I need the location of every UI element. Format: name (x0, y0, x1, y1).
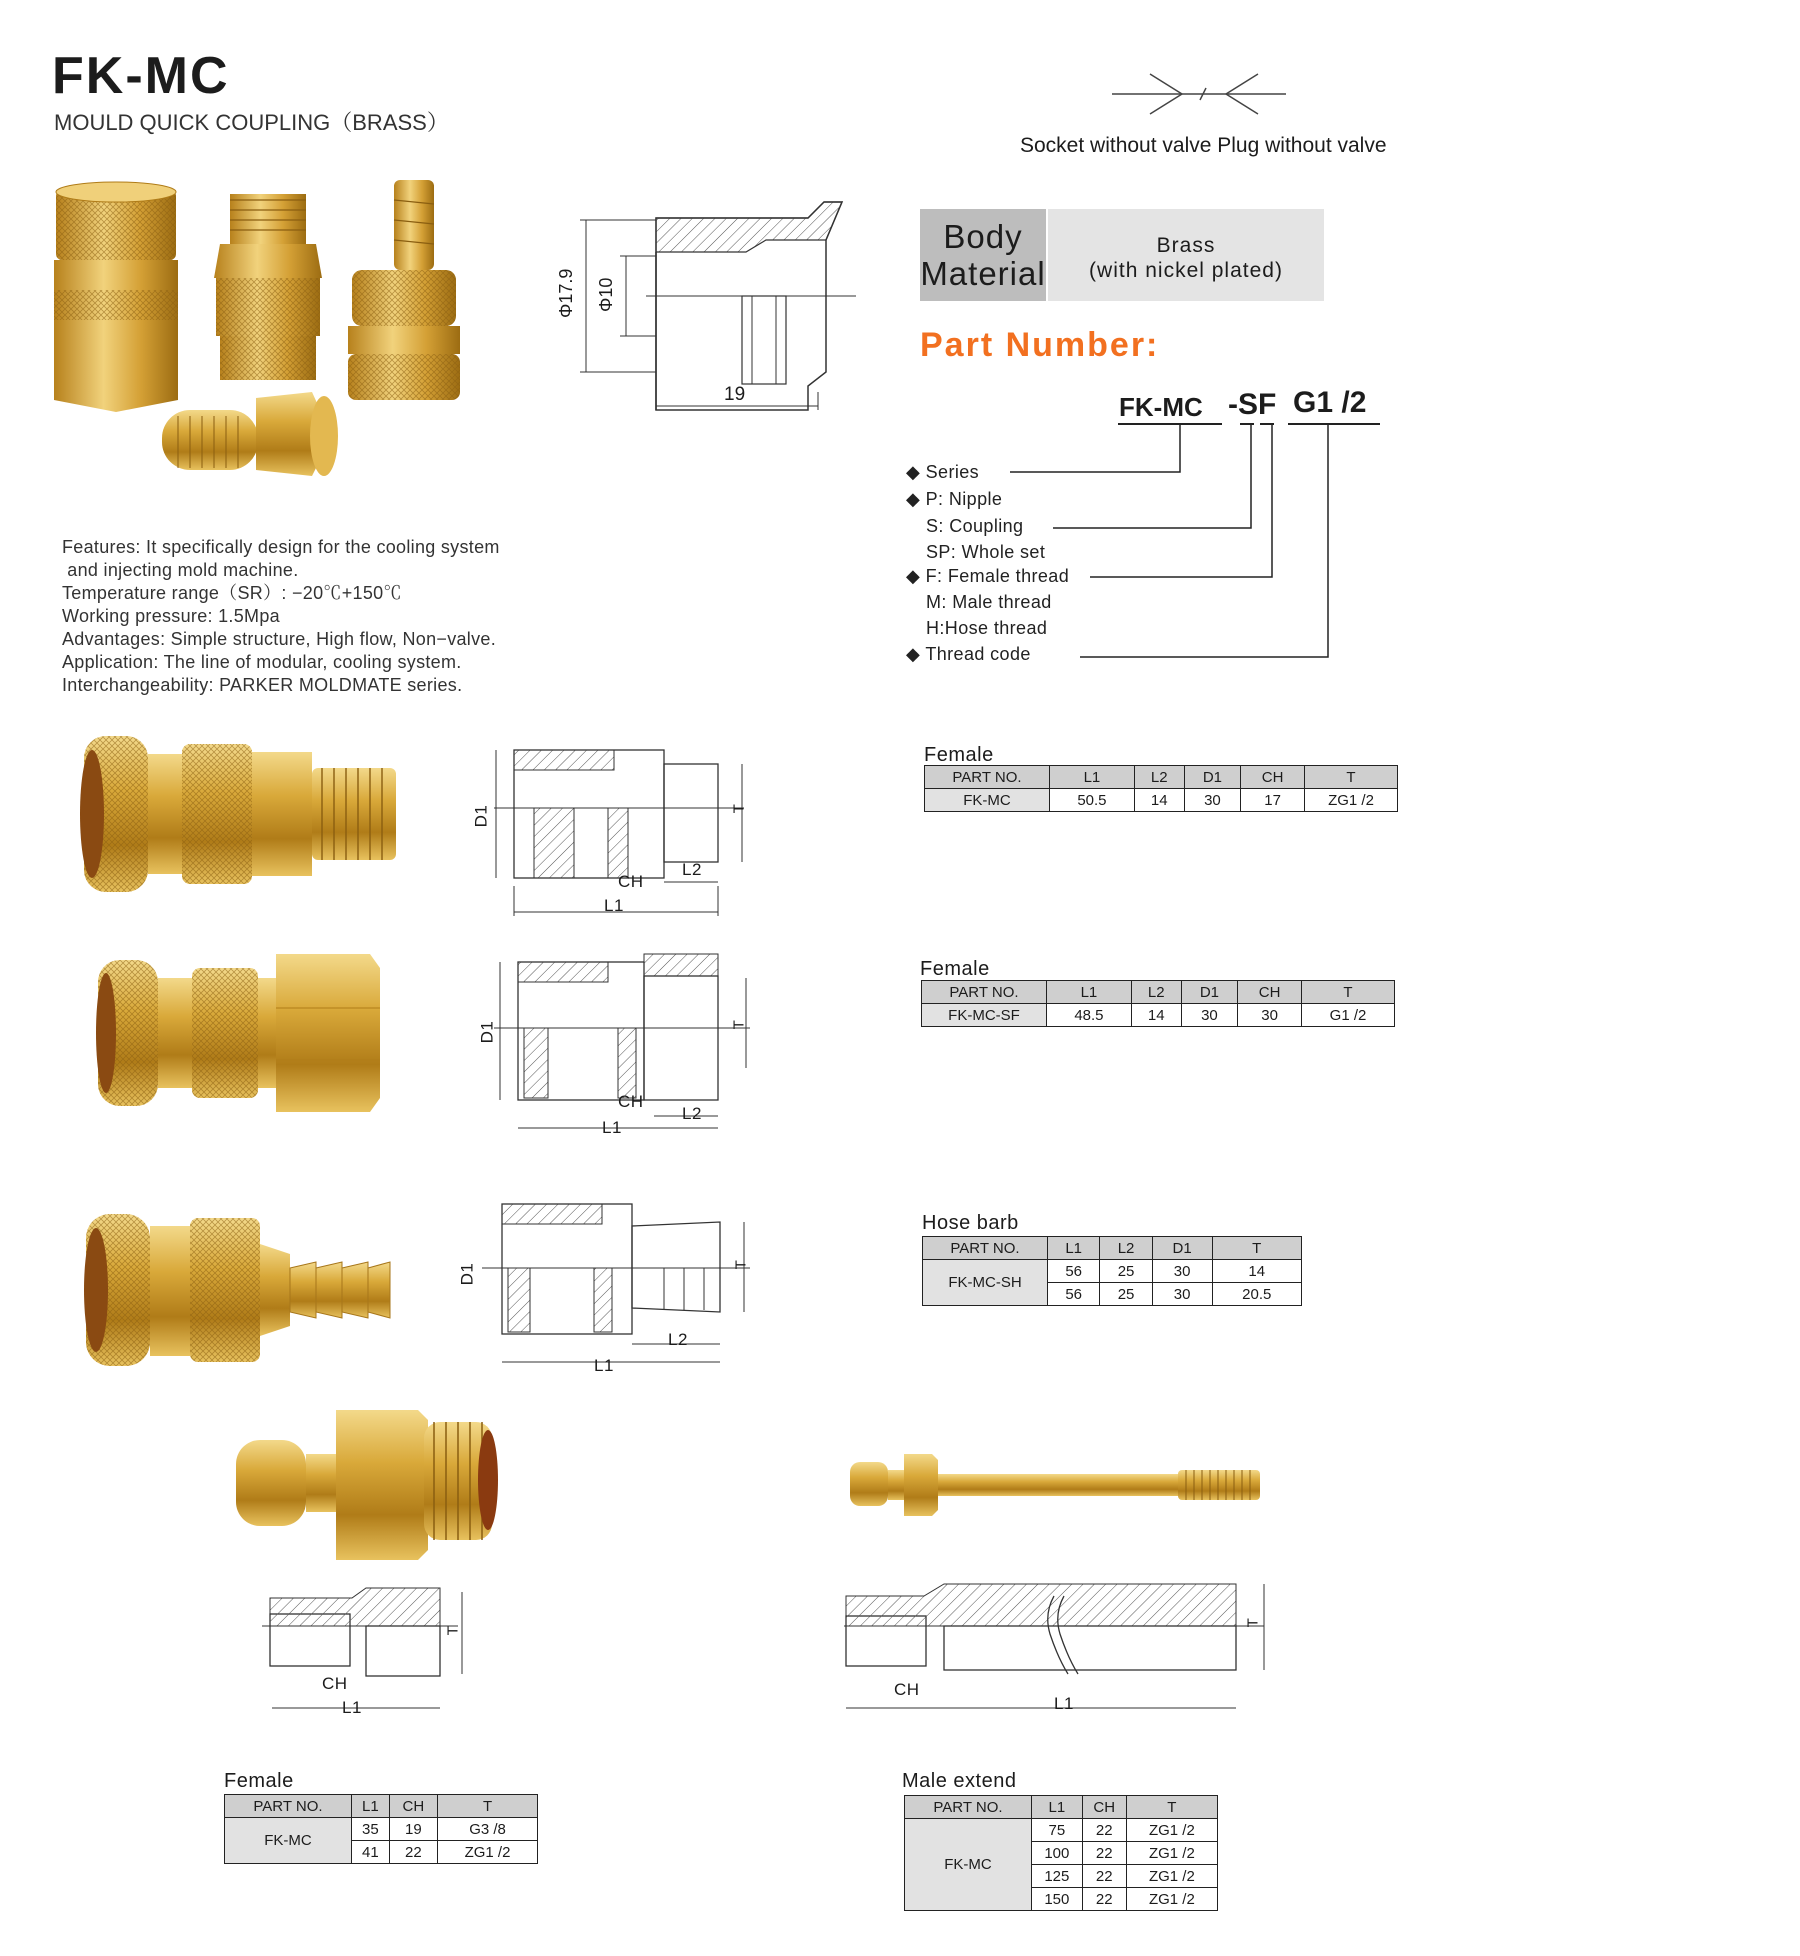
material-label (920, 209, 1046, 301)
legend-bullet-icon: ◆ (906, 566, 926, 586)
material-value (1048, 209, 1324, 301)
dim-ch-label: CH (322, 1674, 348, 1693)
table-cell: FK-MC (225, 1818, 352, 1864)
legend-series: Series (925, 462, 980, 482)
table-cell: FK-MC-SH (923, 1260, 1048, 1306)
legend-nipple: P: Nipple (925, 489, 1003, 509)
table-header: L1 (1047, 981, 1132, 1004)
table-row (925, 789, 1398, 812)
dim-l1-label: L1 (604, 896, 624, 915)
cross-section-drawing (556, 196, 876, 436)
dim-length: 19 (724, 384, 746, 405)
table-cell: 30 (1152, 1283, 1212, 1306)
table-cell: 100 (1032, 1842, 1083, 1865)
table-cell: 150 (1032, 1888, 1083, 1911)
code-series: FK-MC (1119, 392, 1203, 422)
dim-ch-label: CH (894, 1680, 920, 1699)
material-label-line1: Body (943, 218, 1023, 255)
code-type: -SF (1228, 388, 1277, 421)
dim-l1-label: L1 (342, 1698, 362, 1717)
table-cell: FK-MC-SF (922, 1004, 1047, 1027)
code-thread: G1 /2 (1293, 386, 1367, 419)
legend-hose-thread: H:Hose thread (926, 618, 1048, 638)
legend-thread-code: Thread code (925, 644, 1031, 664)
table-header: L1 (1050, 766, 1135, 789)
drawing-nipple (262, 1584, 482, 1724)
table-cell: 56 (1048, 1283, 1100, 1306)
table-cell: 41 (352, 1841, 390, 1864)
dim-l1-label: L1 (1054, 1694, 1074, 1713)
feature-line: Application: The line of modular, cooling system. (62, 652, 462, 672)
table-header: D1 (1152, 1237, 1212, 1260)
table-header: PART NO. (922, 981, 1047, 1004)
table-header: T (1126, 1796, 1217, 1819)
table-cell: 17 (1241, 789, 1305, 812)
features-text (62, 536, 500, 697)
legend-whole-set: SP: Whole set (926, 542, 1046, 562)
valve-symbol-icon (1110, 70, 1290, 120)
table-header: CH (1241, 766, 1305, 789)
table-caption: Male extend (902, 1770, 1017, 1792)
dim-t-label: T (732, 1259, 750, 1270)
feature-line: and injecting mold machine. (62, 560, 299, 580)
table-header: D1 (1184, 766, 1241, 789)
table-cell: 14 (1134, 789, 1184, 812)
table-cell: ZG1 /2 (1126, 1888, 1217, 1911)
dim-l2-label: L2 (682, 860, 702, 879)
table-cell: ZG1 /2 (1305, 789, 1398, 812)
table-header: CH (389, 1795, 437, 1818)
table-header: L1 (1032, 1796, 1083, 1819)
table-cell: 35 (352, 1818, 390, 1841)
table-header: PART NO. (225, 1795, 352, 1818)
dim-ch-label: CH (618, 872, 644, 891)
table-cell: ZG1 /2 (1126, 1842, 1217, 1865)
product-group-photo (50, 180, 510, 490)
part-number-legend (906, 462, 1069, 670)
table-cell: 20.5 (1212, 1283, 1301, 1306)
table-cell: 125 (1032, 1865, 1083, 1888)
table-header: CH (1238, 981, 1302, 1004)
dim-t-label: T (1244, 1617, 1262, 1628)
table-caption: Female (224, 1770, 294, 1792)
table-caption: Female (924, 744, 994, 766)
table-cell: 48.5 (1047, 1004, 1132, 1027)
table-header: L2 (1131, 981, 1181, 1004)
table-cell: G1 /2 (1302, 1004, 1395, 1027)
dim-inner-diameter: Φ10 (596, 277, 616, 312)
page-title: FK-MC (52, 47, 230, 105)
table-row (905, 1819, 1218, 1842)
dim-l2-label: L2 (668, 1330, 688, 1349)
table-row (922, 1004, 1395, 1027)
table-header: PART NO. (905, 1796, 1032, 1819)
dim-l1-label: L1 (602, 1118, 622, 1137)
table-cell: 22 (1082, 1888, 1126, 1911)
dim-d1-label: D1 (471, 804, 491, 828)
table-cell: FK-MC (905, 1819, 1032, 1911)
table-cell: 30 (1181, 1004, 1238, 1027)
feature-line: Temperature range（SR）: −20℃+150℃ (62, 583, 402, 603)
spec-table-female-plug (224, 1794, 538, 1864)
table-cell: 22 (1082, 1819, 1126, 1842)
table-cell: 22 (1082, 1865, 1126, 1888)
dim-outer-diameter: Φ17.9 (556, 268, 576, 318)
dim-t-label: T (730, 803, 748, 814)
legend-coupling: S: Coupling (926, 516, 1024, 536)
table-cell: 22 (1082, 1842, 1126, 1865)
table-cell: 14 (1131, 1004, 1181, 1027)
table-caption: Female (920, 958, 990, 980)
drawing-coupling-hose-barb (464, 1196, 764, 1376)
spec-table-female-sf (921, 980, 1395, 1027)
table-header: T (438, 1795, 538, 1818)
table-cell: FK-MC (925, 789, 1050, 812)
table-cell: 25 (1100, 1260, 1152, 1283)
legend-bullet-icon: ◆ (906, 489, 926, 509)
table-cell: 56 (1048, 1260, 1100, 1283)
drawing-coupling-female (474, 952, 764, 1142)
table-cell: 19 (389, 1818, 437, 1841)
nipple-photo (228, 1400, 508, 1560)
table-cell: 50.5 (1050, 789, 1135, 812)
table-header: T (1212, 1237, 1301, 1260)
material-value-line1: Brass (1156, 234, 1216, 257)
table-cell: 22 (389, 1841, 437, 1864)
part-number-title: Part Number: (920, 326, 1160, 364)
table-header: D1 (1181, 981, 1238, 1004)
table-header: T (1302, 981, 1395, 1004)
legend-bullet-icon: ◆ (906, 644, 926, 664)
feature-line: Features: It specifically design for the cooling system (62, 537, 500, 557)
coupling-male-thread-photo (70, 728, 410, 898)
dim-ch-label: CH (618, 1092, 644, 1111)
dim-l1-label: L1 (594, 1356, 614, 1375)
male-extend-photo (848, 1450, 1268, 1520)
table-cell: ZG1 /2 (1126, 1865, 1217, 1888)
table-cell: ZG1 /2 (438, 1841, 538, 1864)
table-header: T (1305, 766, 1398, 789)
dim-l2-label: L2 (682, 1104, 702, 1123)
material-label-line2: Material (920, 255, 1046, 292)
feature-line: Interchangeability: PARKER MOLDMATE series. (62, 675, 463, 695)
coupling-hose-barb-photo (80, 1198, 400, 1378)
feature-line: Working pressure: 1.5Mpa (62, 606, 280, 626)
table-caption: Hose barb (922, 1212, 1019, 1234)
table-cell: 25 (1100, 1283, 1152, 1306)
table-cell: 75 (1032, 1819, 1083, 1842)
spec-table-female-male (924, 765, 1398, 812)
material-value-line2: (with nickel plated) (1089, 259, 1283, 282)
table-header: PART NO. (925, 766, 1050, 789)
table-cell: 30 (1152, 1260, 1212, 1283)
table-header: L1 (1048, 1237, 1100, 1260)
table-cell: 30 (1184, 789, 1241, 812)
dim-t-label: T (730, 1019, 748, 1030)
table-row (225, 1818, 538, 1841)
spec-table-hose-barb (922, 1236, 1302, 1306)
table-cell: 30 (1238, 1004, 1302, 1027)
coupling-female-thread-photo (90, 948, 390, 1118)
table-cell: 14 (1212, 1260, 1301, 1283)
legend-bullet-icon: ◆ (906, 462, 926, 482)
table-header: L2 (1100, 1237, 1152, 1260)
legend-female-thread: F: Female thread (925, 566, 1070, 586)
feature-line: Advantages: Simple structure, High flow, Non−valve. (62, 629, 497, 649)
table-row (923, 1260, 1302, 1283)
table-header: PART NO. (923, 1237, 1048, 1260)
table-header: L2 (1134, 766, 1184, 789)
body-material-box (920, 209, 1324, 301)
valve-symbol-caption: Socket without valve Plug without valve (1020, 134, 1387, 157)
table-cell: ZG1 /2 (1126, 1819, 1217, 1842)
table-header: L1 (352, 1795, 390, 1818)
page-subtitle: MOULD QUICK COUPLING（BRASS） (54, 110, 449, 135)
table-cell: G3 /8 (438, 1818, 538, 1841)
dim-t-label: T (444, 1625, 462, 1636)
spec-table-male-extend (904, 1795, 1218, 1911)
table-header: CH (1082, 1796, 1126, 1819)
dim-d1-label: D1 (457, 1262, 477, 1286)
dim-d1-label: D1 (477, 1020, 497, 1044)
legend-male-thread: M: Male thread (926, 592, 1052, 612)
